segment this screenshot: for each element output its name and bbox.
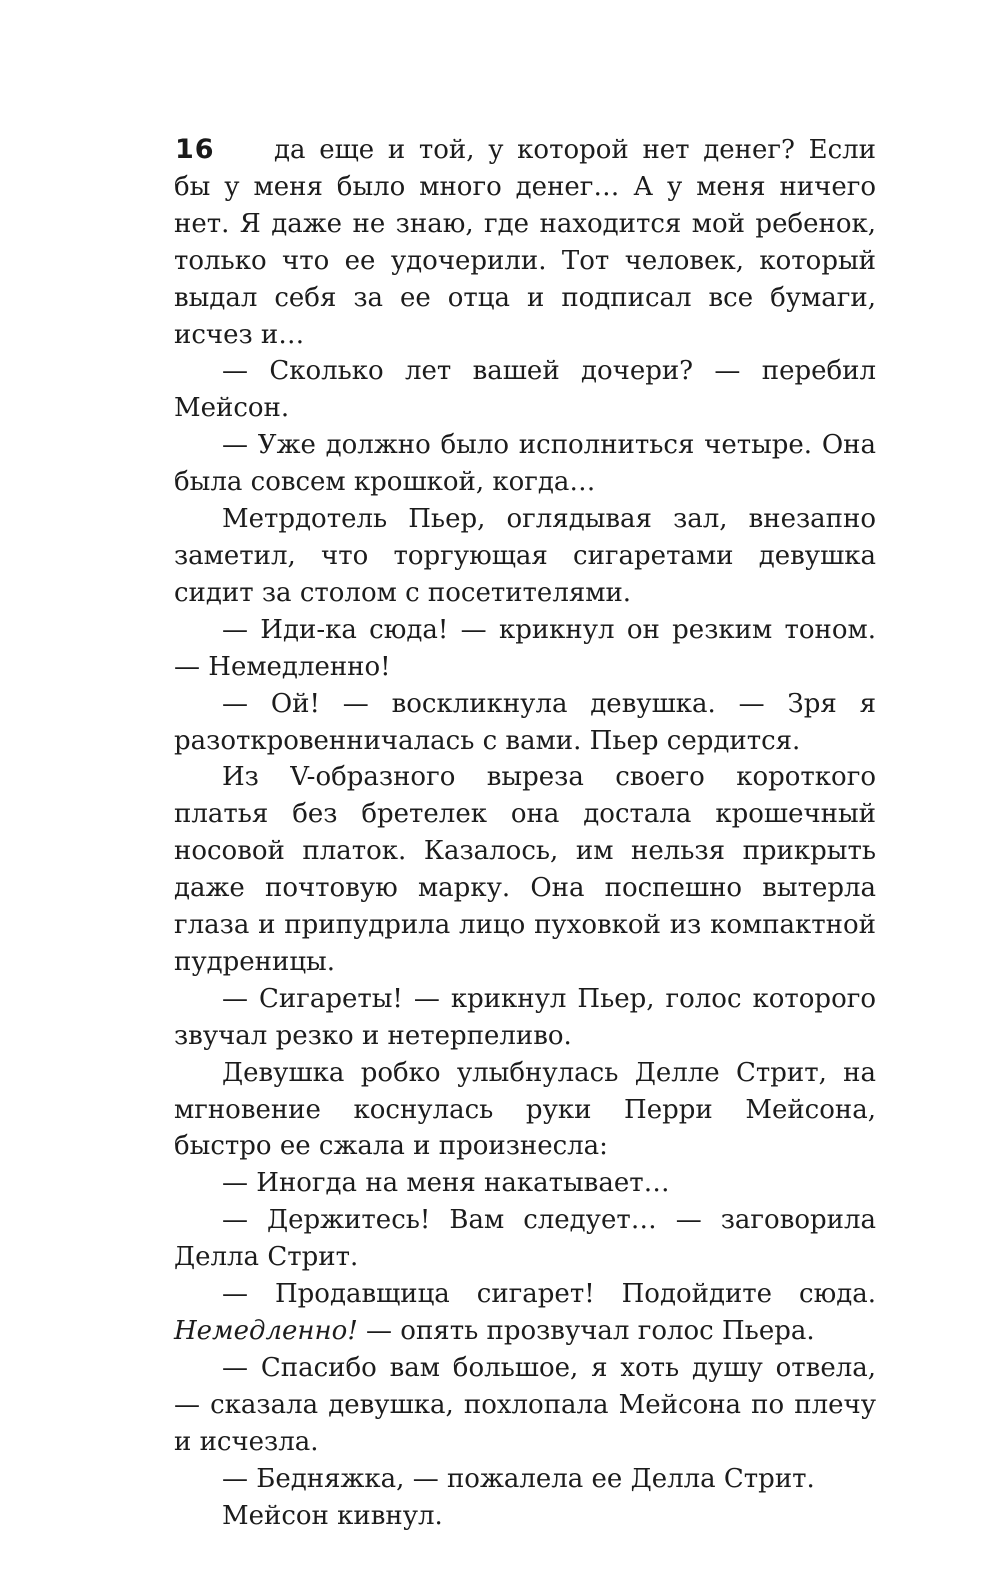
italic-text: Немедленно! (174, 1316, 358, 1346)
paragraph (174, 1202, 876, 1276)
text-run: Девушка робко улыбнулась Делле Стрит, на мгновение коснулась руки Перри Мейсона, быстро ее сжала и произнесла: (174, 1057, 876, 1162)
text-run: Метрдотель Пьер, оглядывая зал, внезапно заметил, что торгующая сигаретами девушка сидит за столом с посетителями. (174, 504, 876, 608)
paragraph (174, 1165, 876, 1202)
text-run: — Иногда на меня накатывает… (222, 1168, 670, 1199)
text-run: — Бедняжка, — пожалела ее Делла Стрит. (222, 1463, 815, 1494)
paragraph (174, 612, 876, 686)
text-run: — Ой! — воскликнула девушка. — Зря я разоткровенничалась с вами. Пьер сердится. (174, 688, 876, 756)
paragraph (174, 1350, 876, 1461)
paragraph (174, 132, 876, 353)
text-run: — Иди-ка сюда! — крикнул он резким тоном. — Немедленно! (174, 614, 876, 682)
text-run: — опять прозвучал голос Пьера. (357, 1316, 815, 1346)
page-number: 16 (175, 134, 215, 165)
paragraph (174, 501, 876, 612)
paragraph (174, 1055, 876, 1166)
text-run: — Держитесь! Вам следует… — заговорила Делла Стрит. (174, 1205, 876, 1273)
text-run: Из V-образного выреза своего короткого платья без бретелек она достала крошечный носовой платок. Казалось, им нельзя прикрыть даже почтовую марку. Она поспешно вытерла глаза и припудрила лицо пуховкой из компактной пудреницы. (174, 762, 876, 977)
paragraph (174, 686, 876, 760)
text-run: — Спасибо вам большое, я хоть душу отвела, — сказала девушка, похлопала Мейсона по плечу и исчезла. (174, 1352, 876, 1457)
paragraph (174, 427, 876, 501)
paragraph (174, 981, 876, 1055)
text-run: — Уже должно было исполниться четыре. Она была совсем крошкой, когда… (174, 430, 876, 498)
text-run: — Продавщица сигарет! Подойдите сюда. (222, 1279, 876, 1310)
body-text (174, 132, 876, 1534)
paragraph (174, 353, 876, 427)
text-run: — Сколько лет вашей дочери? — перебил Мейсон. (174, 356, 876, 424)
paragraph (174, 1276, 876, 1350)
paragraph (174, 1461, 876, 1498)
text-run: Мейсон кивнул. (222, 1500, 443, 1531)
text-run: да еще и той, у которой нет денег? Если бы у меня было много денег… А у меня ничего нет. Я даже не знаю, где находится мой ребенок, только что ее удочерили. Тот человек, который выдал себя за ее отца и подписал все бумаги, исчез и… (174, 135, 876, 350)
text-run: — Сигареты! — крикнул Пьер, голос которого звучал резко и нетерпеливо. (174, 983, 876, 1051)
paragraph (174, 1498, 876, 1535)
paragraph (174, 759, 876, 980)
